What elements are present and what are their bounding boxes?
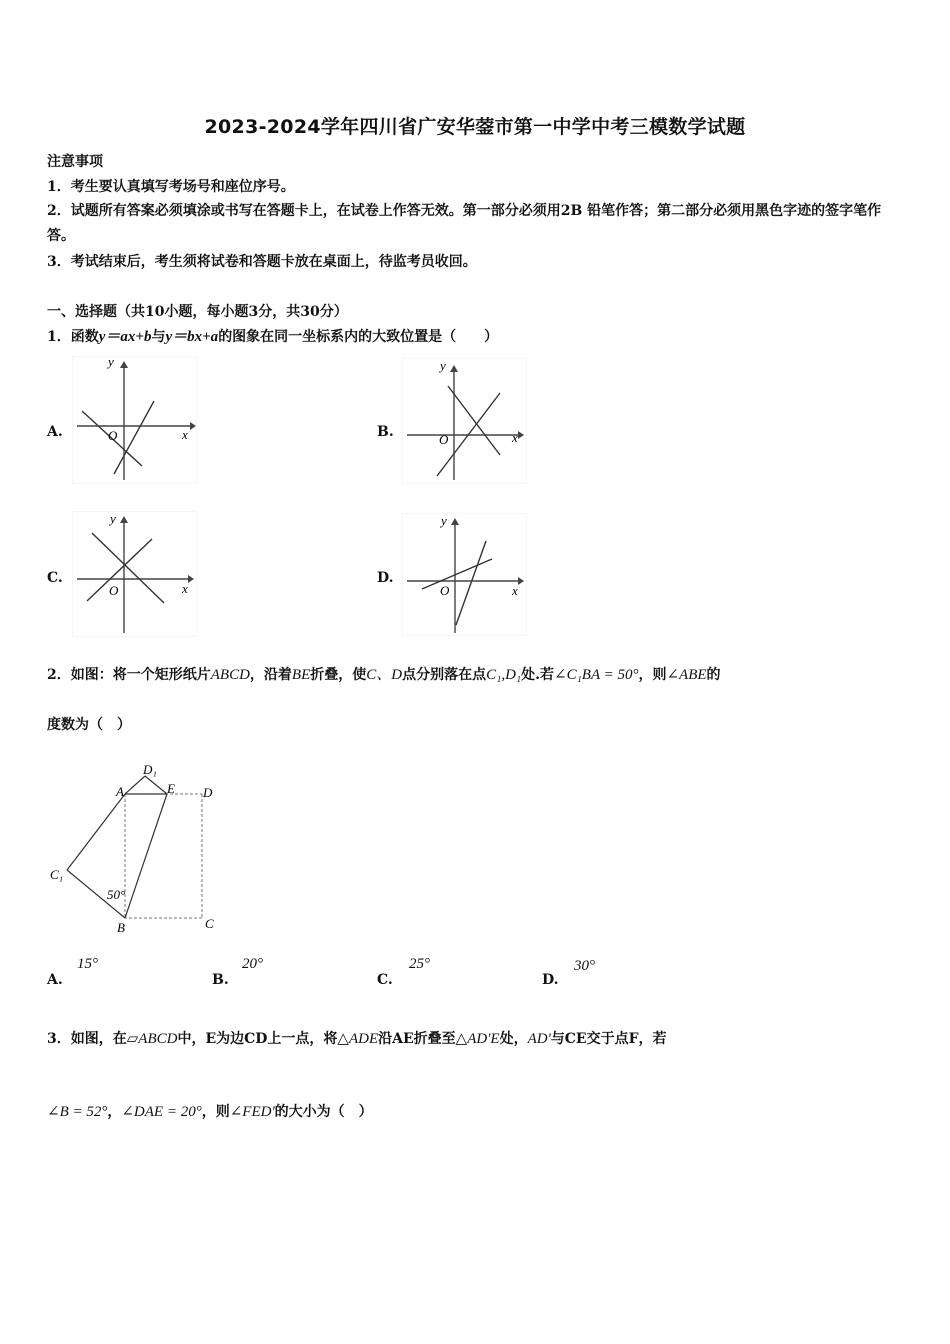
x-axis-arrow [518,431,524,439]
question-2-stem-line-2: 度数为（ ） [47,717,131,733]
question-3-stem-line-2: ∠B = 52°，∠DAE = 20°，则∠FED'的大小为（ ） [47,1104,373,1120]
y-axis-arrow [120,516,128,523]
question-3-stem: 3．如图，在▱ABCD中，E为边CD上一点，将△ADE沿AE折叠至△AD'E处，AD'与CE交于点F，若 [47,1031,667,1047]
q2-option-d-value: 30° [574,958,595,974]
question-2-stem: 2．如图：将一个矩形纸片ABCD，沿着BE折叠，使C、D点分别落在点C₁,D₁处.若∠C₁BA = 50°，则∠ABE的 [47,667,721,683]
y-label: y [108,356,114,369]
point-c-label: C [205,916,214,931]
line-2 [422,559,492,589]
q1-option-a-label: A. [47,424,63,440]
point-d-label: D [203,785,213,800]
q2-figure [45,760,230,935]
point-a-label: A [116,784,124,799]
y-axis-arrow [451,518,459,525]
origin-label: O [439,432,449,447]
question-1-stem: 1．函数y＝ax+b与y＝bx+a的图象在同一坐标系内的大致位置是（ ） [47,329,499,345]
origin-label: O [109,583,119,598]
angle-label: 50° [107,887,126,902]
q1-option-c-graph [72,511,197,637]
q1-option-b-label: B. [377,424,394,440]
y-axis-arrow [450,365,458,372]
q2-option-b-value: 20° [242,956,263,972]
q2-option-c-value: 25° [409,956,430,972]
section-heading: 一、选择题（共10小题，每小题3分，共30分） [47,304,348,320]
notice-item-3: 3．考试结束后，考生须将试卷和答题卡放在桌面上，待监考员收回。 [47,254,477,270]
q1-option-a-graph [72,356,197,484]
x-axis-arrow [188,575,194,583]
q1-option-d-label: D. [377,570,394,586]
page-title: 2023-2024学年四川省广安华蓥市第一中学中考三模数学试题 [204,116,746,138]
point-d1-label: D₁ [143,762,157,777]
point-c1-label: C₁ [50,867,64,882]
origin-label: O [440,583,450,598]
line-1 [456,541,486,625]
x-label: x [182,581,188,596]
origin-label: O [108,428,118,443]
point-e-label: E [167,781,175,796]
q1-option-b-graph [402,358,527,484]
x-axis-arrow [518,577,524,585]
x-label: x [182,427,188,442]
point-b-label: B [117,920,125,935]
line-2 [114,401,154,474]
line-1 [448,386,500,455]
line-1 [92,533,164,603]
q2-option-c-label: C. [377,972,393,988]
notice-item-2: 2．试题所有答案必须填涂或书写在答题卡上，在试卷上作答无效。第一部分必须用2B 铅笔作答；第二部分必须用黑色字迹的签字笔作答。 [47,203,882,244]
y-label: y [441,513,447,528]
q2-option-a-value: 15° [77,956,98,972]
y-label: y [440,358,446,373]
q1-option-c-label: C. [47,570,63,586]
x-label: x [512,583,518,598]
line-2 [87,539,152,601]
notice-item-1: 1．考生要认真填写考场号和座位序号。 [47,179,295,195]
q2-option-a-label: A. [47,972,63,988]
y-axis-arrow [120,361,128,368]
x-axis-arrow [190,422,196,430]
y-label: y [110,511,116,526]
x-label: x [512,430,518,445]
q1-option-d-graph [402,513,527,636]
q2-option-b-label: B. [212,972,229,988]
q2-option-d-label: D. [542,972,559,988]
notice-heading: 注意事项 [47,154,103,170]
